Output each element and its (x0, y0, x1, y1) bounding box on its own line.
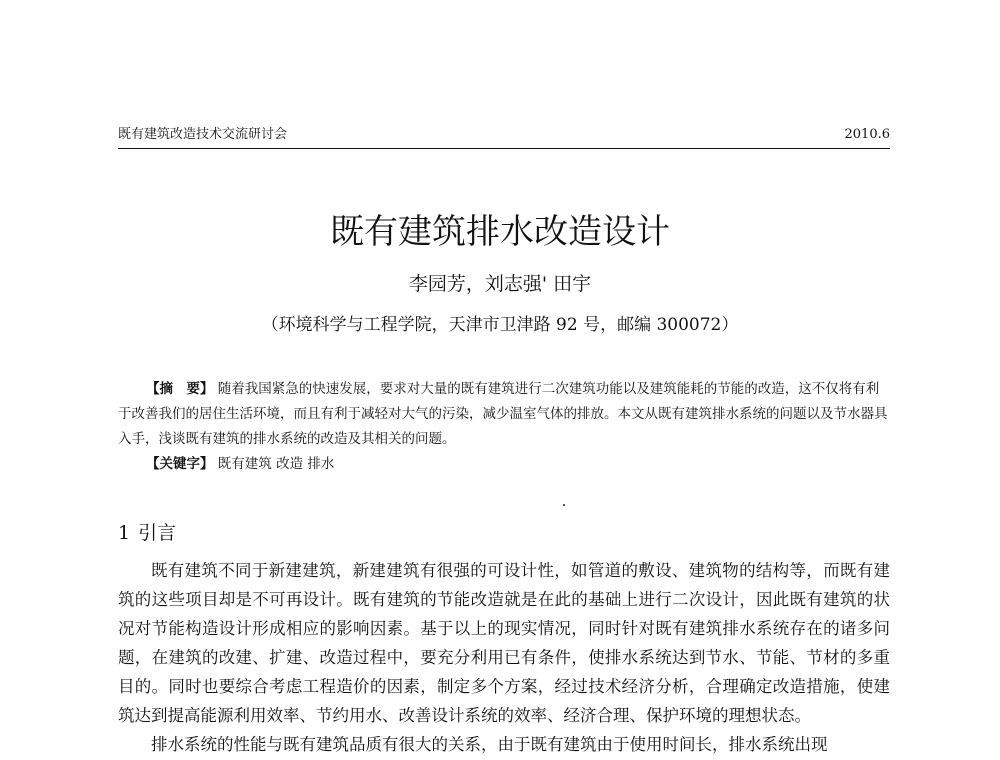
section-number: 1 (118, 522, 131, 544)
paper-affiliation: （环境科学与工程学院，天津市卫津路 92 号，邮编 300072） (261, 315, 739, 335)
abstract-label: 【摘 要】 (146, 381, 214, 397)
scan-dot (563, 504, 565, 506)
paper-title: 既有建筑排水改造设计 (330, 212, 670, 252)
paragraph: 既有建筑不同于新建建筑，新建建筑有很强的可设计性，如管道的敷设、建筑物的结构等，而既有建筑的这些项目却是不可再设计。既有建筑的节能改造就是在此的基础上进行二次设计，因此既有建筑的状况对节能构造设计形成相应的影响因素。基于以上的现实情况，同时针对既有建筑排水系统存在的诸多问题，在建筑的改建、扩建、改造过程中，要充分利用已有条件，使排水系统达到节水、节能、节材的多重目的。同时也要综合考虑工程造价的因素，制定多个方案，经过技术经济分析，合理确定改造措施，使建筑达到提高能源利用效率、节约用水、改善设计系统的效率、经济合理、保护环境的理想状态。 (118, 561, 890, 725)
header-rule (118, 148, 890, 149)
keywords-label: 【关键字】 (146, 456, 214, 472)
section-title: 引言 (138, 522, 177, 544)
abstract-block (118, 377, 890, 477)
section-heading (118, 520, 176, 546)
abstract-text: 随着我国紧急的快速发展，要求对大量的既有建筑进行二次建筑功能以及建筑能耗的节能的改造，这不仅将有利于改善我们的居住生活环境，而且有利于减轻对大气的污染，减少温室气体的排放。本文从既有建筑排水系统的问题以及节水器具入手，浅谈既有建筑的排水系统的改造及其相关的问题。 (118, 381, 888, 447)
issue-date: 2010.6 (844, 127, 890, 142)
running-header (118, 127, 890, 143)
conference-name: 既有建筑改造技术交流研讨会 (118, 127, 288, 142)
paper-authors: 李园芳，刘志强' 田宇 (408, 273, 592, 295)
keywords-text: 既有建筑 改造 排水 (217, 456, 335, 472)
abstract (118, 377, 890, 452)
keywords (118, 452, 890, 477)
paragraph: 排水系统的性能与既有建筑品质有很大的关系，由于既有建筑由于使用时间长，排水系统出现 (151, 735, 828, 754)
section-body (118, 556, 890, 759)
